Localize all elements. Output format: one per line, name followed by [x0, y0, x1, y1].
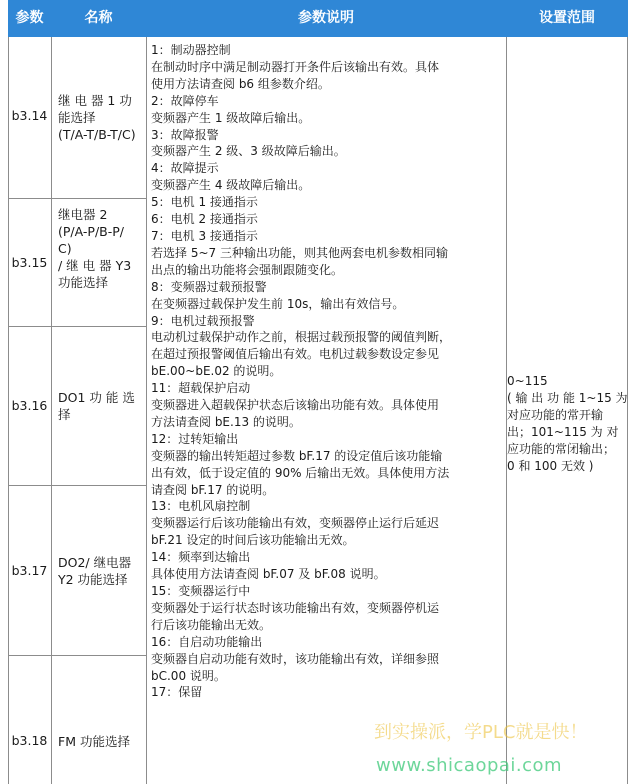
table-header: [8, 0, 628, 37]
header-range: 设置范围: [539, 10, 595, 26]
description-line: bE.00~bE.02 的说明。: [151, 364, 282, 379]
description-line: 使用方法请查阅 b6 组参数介绍。: [151, 76, 330, 91]
param-name-line: (T/A-T/B-T/C): [58, 127, 136, 142]
param-code: b3.18: [11, 733, 48, 748]
param-name: [58, 92, 144, 143]
param-name-line: (P/A-P/B-P/: [58, 224, 124, 239]
param-name: [58, 206, 144, 291]
range-line: ( 输 出 功 能 1~15 为: [507, 391, 628, 405]
param-code: b3.14: [11, 108, 48, 123]
description-line: 具体使用方法请查阅 bF.07 及 bF.08 说明。: [151, 567, 386, 582]
param-code: b3.16: [11, 398, 48, 413]
row-divider: [8, 655, 146, 656]
description-line: 变频器处于运行状态时该功能输出有效，变频器停机运: [151, 600, 440, 615]
param-name-line: C): [58, 241, 72, 256]
description-line: 16：自启动功能输出: [151, 634, 263, 649]
param-name-line: DO2/ 继电器: [58, 555, 132, 570]
param-name-line: DO1 功 能 选: [58, 390, 135, 405]
parameter-table: [8, 0, 628, 784]
description-line: 请查阅 bF.17 的说明。: [151, 482, 275, 497]
range-line: 应功能的常闭输出；: [507, 442, 616, 456]
parameter-description: [151, 42, 503, 701]
description-line: 1：制动器控制: [151, 43, 231, 57]
param-name-line: FM 功能选择: [58, 734, 130, 749]
description-line: 3：故障报警: [151, 127, 219, 142]
row-divider: [8, 326, 146, 327]
description-line: 5：电机 1 接通指示: [151, 195, 258, 210]
param-name: [58, 389, 144, 423]
description-line: 出点的输出功能将会强制跟随变化。: [151, 262, 344, 277]
param-name-line: 功能选择: [58, 275, 109, 290]
grid-line: [146, 37, 147, 784]
description-line: 15：变频器运行中: [151, 584, 251, 598]
description-line: 变频器产生 4 级故障后输出。: [151, 178, 311, 193]
description-line: 14：频率到达输出: [151, 550, 251, 565]
description-line: 在制动时序中满足制动器打开条件后该输出有效。具体: [151, 59, 440, 74]
range-line: 0~115: [507, 374, 548, 388]
param-name: [58, 733, 144, 750]
param-name-line: 继 电 器 1 功: [58, 93, 132, 108]
param-name-line: 能选择: [58, 110, 96, 125]
param-code: b3.15: [11, 255, 48, 270]
param-name-line: Y2 功能选择: [58, 572, 128, 587]
header-param: 参数: [15, 10, 44, 26]
grid-line: [51, 37, 52, 784]
row-divider: [8, 198, 146, 199]
param-code: b3.17: [11, 563, 48, 578]
row-divider: [8, 485, 146, 486]
description-line: 变频器产生 2 级、3 级故障后输出。: [151, 144, 346, 159]
description-line: 9：电机过载预报警: [151, 313, 255, 328]
watermark-url: www.shicaopai.com: [376, 755, 563, 776]
header-name: 名称: [84, 10, 113, 26]
description-line: bF.21 设定的时间后该功能输出无效。: [151, 533, 355, 548]
description-line: 在超过预报警阈值后输出有效。电机过载参数设定参见: [151, 347, 440, 362]
param-name-line: / 继 电 器 Y3: [58, 258, 132, 273]
param-name-line: 择: [58, 407, 71, 422]
description-line: 变频器自启动功能有效时，该功能输出有效，详细参照: [151, 651, 440, 666]
setting-range: [507, 373, 627, 475]
description-line: 变频器运行后该功能输出有效，变频器停止运行后延迟: [151, 516, 440, 531]
description-line: 变频器产生 1 级故障后输出。: [151, 110, 311, 125]
description-line: 行后该功能输出无效。: [151, 617, 272, 632]
description-line: 17：保留: [151, 685, 203, 700]
description-line: 4：故障提示: [151, 161, 219, 176]
description-line: 变频器进入超载保护状态后该输出功能有效。具体使用: [151, 398, 440, 413]
description-line: 若选择 5~7 三种输出功能，则其他两套电机参数相同输: [151, 245, 448, 260]
description-line: 2：故障停车: [151, 93, 219, 108]
description-line: 6：电机 2 接通指示: [151, 212, 258, 227]
param-name-line: 继电器 2: [58, 207, 108, 222]
range-line: 出；101~115 为 对: [507, 425, 619, 439]
param-name: [58, 554, 144, 588]
description-line: 12：过转矩输出: [151, 431, 239, 446]
description-line: 8：变频器过载预报警: [151, 279, 267, 294]
description-line: 出有效，低于设定值的 90% 后输出无效。具体使用方法: [151, 465, 450, 480]
range-line: 0 和 100 无效 ): [507, 459, 594, 473]
description-line: 变频器的输出转矩超过参数 bF.17 的设定值后该功能输: [151, 448, 443, 463]
description-line: 11：超载保护启动: [151, 381, 251, 396]
description-line: 在变频器过载保护发生前 10s，输出有效信号。: [151, 296, 405, 311]
description-line: bC.00 说明。: [151, 668, 226, 683]
header-description: 参数说明: [298, 10, 354, 26]
description-line: 电动机过载保护动作之前，根据过载预报警的阈值判断，: [151, 330, 452, 345]
range-line: 对应功能的常开输: [507, 408, 604, 422]
description-line: 方法请查阅 bE.13 的说明。: [151, 414, 301, 429]
description-line: 7：电机 3 接通指示: [151, 228, 258, 243]
description-line: 13：电机风扇控制: [151, 499, 251, 514]
watermark-slogan: 到实操派，学PLC就是快！: [374, 722, 588, 743]
